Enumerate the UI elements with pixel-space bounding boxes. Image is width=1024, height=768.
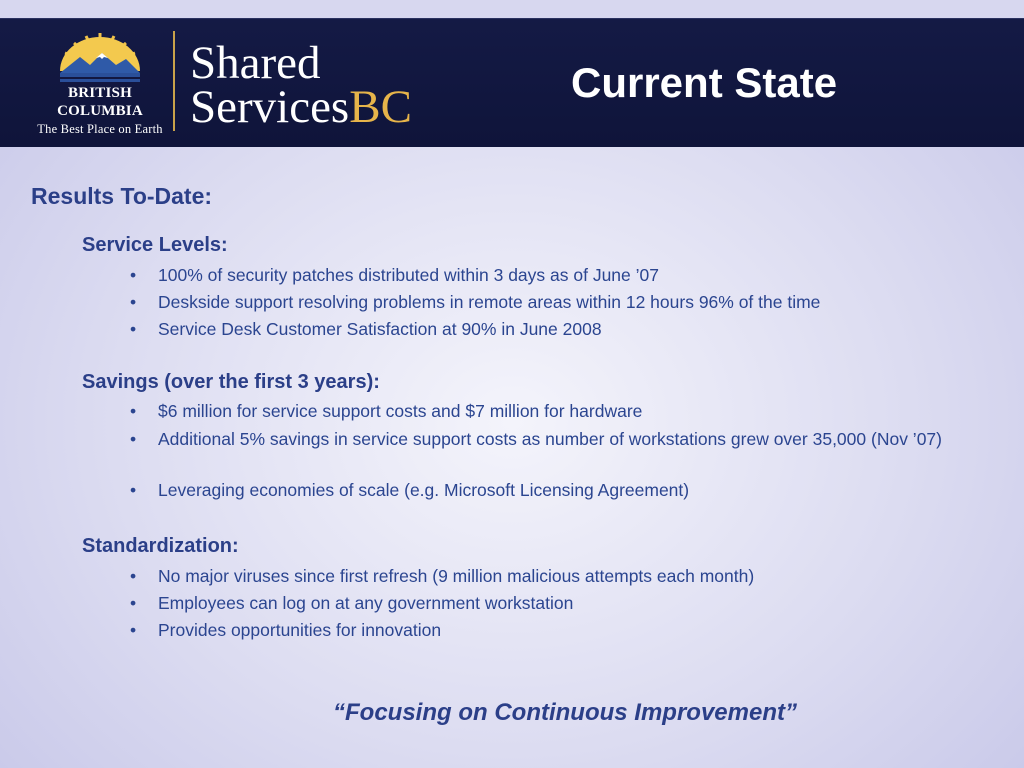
list-item-text: Deskside support resolving problems in remote areas within 12 hours 96% of the time bbox=[158, 292, 821, 312]
list-item-text: Employees can log on at any government workstation bbox=[158, 593, 574, 613]
bullet-icon: • bbox=[130, 429, 137, 449]
sun-mountain-icon bbox=[56, 31, 144, 85]
logo-tagline: The Best Place on Earth bbox=[37, 122, 163, 136]
section-title-standardization: Standardization: bbox=[82, 535, 239, 557]
bullet-icon: • bbox=[130, 265, 137, 285]
logo-line-british: BRITISH bbox=[68, 85, 132, 101]
bullet-icon: • bbox=[130, 593, 137, 613]
section-title-savings: Savings (over the first 3 years): bbox=[82, 371, 380, 393]
bullet-icon: • bbox=[130, 319, 137, 339]
bullet-icon: • bbox=[130, 292, 137, 312]
brand-word-shared: Shared bbox=[190, 37, 321, 89]
bc-government-logo bbox=[30, 31, 170, 143]
logo-divider bbox=[173, 31, 175, 131]
shared-services-bc-logo bbox=[190, 37, 412, 133]
bullet-icon: • bbox=[130, 401, 137, 421]
list-item-text: No major viruses since first refresh (9 million malicious attempts each month) bbox=[158, 566, 755, 586]
page-title: Current State bbox=[571, 59, 838, 106]
brand-suffix-bc: BC bbox=[349, 81, 412, 133]
section-title-service-levels: Service Levels: bbox=[82, 234, 228, 256]
logo-line-columbia: COLUMBIA bbox=[57, 103, 143, 119]
list-item-text: Provides opportunities for innovation bbox=[158, 620, 442, 640]
list-item-text: $6 million for service support costs and $7 million for hardware bbox=[158, 401, 643, 421]
bullet-icon: • bbox=[130, 620, 137, 640]
list-item-text: 100% of security patches distributed within 3 days as of June ’07 bbox=[158, 265, 659, 285]
list-item-text: Service Desk Customer Satisfaction at 90% in June 2008 bbox=[158, 319, 602, 339]
brand-word-services: Services bbox=[190, 81, 350, 133]
footer-tagline: “Focusing on Continuous Improvement” bbox=[333, 699, 797, 726]
top-strip bbox=[0, 0, 1024, 18]
list-item-text: Additional 5% savings in service support costs as number of workstations grew over 35,000 (Nov ’07) bbox=[158, 429, 942, 449]
list-item-text: Leveraging economies of scale (e.g. Microsoft Licensing Agreement) bbox=[158, 480, 690, 500]
slide-header bbox=[0, 18, 1024, 147]
bullet-icon: • bbox=[130, 480, 137, 500]
bullet-icon: • bbox=[130, 566, 137, 586]
results-heading: Results To-Date: bbox=[31, 183, 213, 209]
